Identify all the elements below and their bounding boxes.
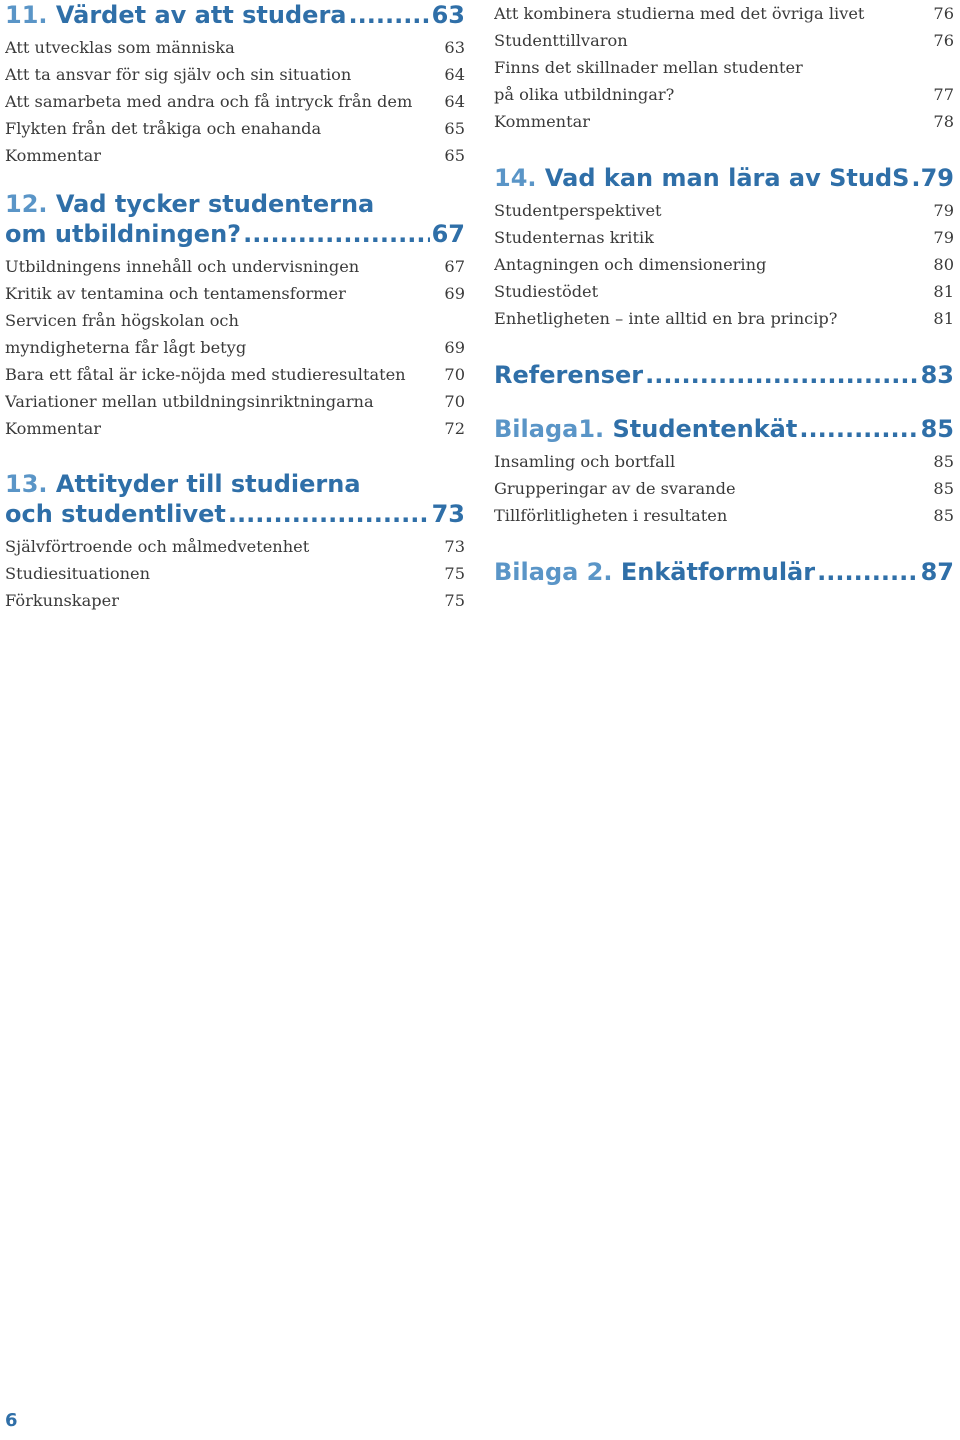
section-page: 85 [920,415,954,443]
toc-left-column [5,0,465,614]
entry-page: 64 [444,65,465,84]
entry-label: Studenttillvaron [494,31,628,50]
toc-section-13-continued [494,0,954,135]
section-page: 79 [920,164,954,192]
toc-entry[interactable] [494,81,954,108]
section-title-line1: Attityder till studierna [55,470,361,498]
entry-label: på olika utbildningar? [494,85,675,104]
toc-entry[interactable] [494,108,954,135]
entry-label: Förkunskaper [5,591,119,610]
entry-label: Insamling och bortfall [494,452,676,471]
entry-list [494,0,954,135]
section-number: 14. [494,164,537,192]
toc-entry[interactable] [5,560,465,587]
entry-page: 70 [444,392,465,411]
entry-page: 77 [933,85,954,104]
section-title-line2: och studentlivet [5,500,226,528]
entry-page: 85 [933,479,954,498]
toc-entry[interactable] [494,197,954,224]
entry-page: 70 [444,365,465,384]
section-number: Bilaga 2. [494,558,613,586]
page-number: 6 [5,1410,18,1431]
entry-page: 72 [444,419,465,438]
entry-page: 75 [444,591,465,610]
dot-leader [243,219,430,249]
entry-label: Studiestödet [494,282,599,301]
entry-page: 76 [933,4,954,23]
toc-section-referenser [494,360,954,390]
entry-page: 64 [444,92,465,111]
entry-label: Kommentar [5,146,102,165]
entry-label: Självförtroende och målmedvetenhet [5,537,310,556]
entry-page: 67 [444,257,465,276]
entry-page: 69 [444,284,465,303]
entry-label: Kommentar [5,419,102,438]
toc-entry[interactable] [5,115,465,142]
toc-entry[interactable] [5,415,465,442]
toc-right-column [494,0,954,587]
dot-leader [228,499,430,529]
section-page: 67 [431,220,465,248]
entry-page: 81 [933,282,954,301]
section-title-line1: Vad tycker studenterna [55,190,375,218]
entry-list [5,34,465,169]
section-heading[interactable] [5,189,465,249]
toc-entry[interactable] [494,448,954,475]
entry-label: Grupperingar av de svarande [494,479,736,498]
entry-label: Servicen från högskolan och [5,311,239,330]
entry-list [5,253,465,442]
entry-page: 65 [444,146,465,165]
entry-page: 76 [933,31,954,50]
section-heading[interactable] [494,163,954,193]
toc-entry[interactable] [5,142,465,169]
entry-label: Antagningen och dimensionering [494,255,767,274]
entry-page: 79 [933,228,954,247]
entry-label: Att utvecklas som människa [5,38,235,57]
entry-page: 79 [933,201,954,220]
toc-entry[interactable] [5,307,465,334]
entry-label: Bara ett fåtal är icke-nöjda med studieresultaten [5,365,406,384]
entry-page: 80 [933,255,954,274]
entry-page: 69 [444,338,465,357]
toc-section-14 [494,163,954,332]
toc-section-13 [5,469,465,614]
toc-entry[interactable] [494,475,954,502]
toc-section-bilaga-1 [494,414,954,529]
toc-entry[interactable] [494,0,954,27]
toc-entry[interactable] [5,388,465,415]
toc-section-bilaga-2 [494,557,954,587]
section-heading[interactable] [5,0,465,30]
section-title: Vad kan man lära av StudS [544,164,910,192]
toc-entry[interactable] [5,334,465,361]
section-number: Bilaga1. [494,415,605,443]
section-page: 63 [431,1,465,29]
entry-page: 85 [933,452,954,471]
entry-page: 73 [444,537,465,556]
entry-label: Studenternas kritik [494,228,654,247]
toc-entry[interactable] [5,533,465,560]
toc-entry[interactable] [494,27,954,54]
toc-entry[interactable] [5,587,465,614]
entry-label: Kommentar [494,112,591,131]
entry-label: Att kombinera studierna med det övriga livet [494,4,865,23]
toc-entry[interactable] [5,280,465,307]
section-heading[interactable] [494,414,954,444]
entry-page: 85 [933,506,954,525]
section-title: Referenser [494,361,644,389]
toc-entry[interactable] [5,34,465,61]
entry-page: 78 [933,112,954,131]
toc-entry[interactable] [494,278,954,305]
entry-label: Att samarbeta med andra och få intryck från dem [5,92,413,111]
dot-leader [817,557,919,587]
dot-leader [348,0,429,30]
entry-label: myndigheterna får lågt betyg [5,338,247,357]
section-page: 83 [920,361,954,389]
entry-label: Enhetligheten – inte alltid en bra princip? [494,309,838,328]
entry-page: 81 [933,309,954,328]
entry-list [5,533,465,614]
toc-section-12 [5,189,465,442]
toc-entry[interactable] [5,361,465,388]
dot-leader [911,163,918,193]
toc-entry[interactable] [494,54,954,81]
entry-label: Finns det skillnader mellan studenter [494,58,803,77]
toc-entry[interactable] [5,253,465,280]
section-page: 73 [431,500,465,528]
toc-entry[interactable] [5,61,465,88]
entry-label: Studentperspektivet [494,201,662,220]
toc-entry[interactable] [5,88,465,115]
dot-leader [799,414,918,444]
entry-label: Utbildningens innehåll och undervisningen [5,257,360,276]
dot-leader [645,360,919,390]
section-heading[interactable] [494,360,954,390]
toc-entry[interactable] [494,224,954,251]
section-title-line2: om utbildningen? [5,220,242,248]
section-heading[interactable] [5,469,465,529]
entry-list [494,197,954,332]
section-number: 13. [5,470,48,498]
section-page: 87 [920,558,954,586]
entry-page: 75 [444,564,465,583]
section-title: Enkätformulär [620,558,816,586]
entry-label: Kritik av tentamina och tentamensformer [5,284,346,303]
toc-entry[interactable] [494,305,954,332]
entry-label: Att ta ansvar för sig själv och sin situation [5,65,352,84]
entry-label: Flykten från det tråkiga och enahanda [5,119,322,138]
toc-section-11 [5,0,465,169]
entry-page: 63 [444,38,465,57]
section-number: 12. [5,190,48,218]
entry-page: 65 [444,119,465,138]
section-number: 11. [5,1,48,29]
section-title: Värdet av att studera [55,1,347,29]
section-title: Studentenkät [612,415,798,443]
entry-list [494,448,954,529]
entry-label: Studiesituationen [5,564,151,583]
entry-label: Tillförlitligheten i resultaten [494,506,728,525]
toc-entry[interactable] [494,251,954,278]
toc-entry[interactable] [494,502,954,529]
section-heading[interactable] [494,557,954,587]
entry-label: Variationer mellan utbildningsinriktningarna [5,392,374,411]
